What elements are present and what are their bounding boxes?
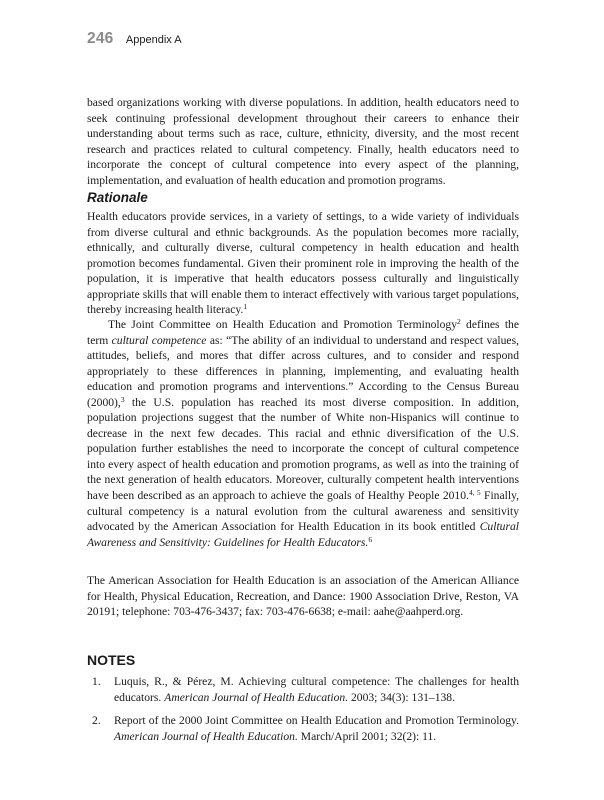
note-number: 2.	[92, 714, 101, 728]
footnote-ref: 2	[457, 317, 461, 326]
text-run: The Joint Committee on Health Education and Promotion Terminology	[108, 318, 458, 331]
paragraph-joint-committee	[87, 317, 519, 550]
paragraph-association: The American Association for Health Education is an association of the American Alliance for Health, Physical Education, Recreation, and Dance: 1900 Association Drive, Reston, VA 20191; telephone: 703-476-3437; fax: 703-476-6638; e-mail: aahe@aahperd.org.	[87, 574, 519, 619]
paragraph-rationale-text: Health educators provide services, in a variety of settings, to a wide variety of individuals from diverse cultural and ethnic backgrounds. As the population becomes more racially, ethnically, and culturally diverse, cultural competency in health education and health promotion becomes fundamental. Given their prominent role in improving the health of the population, it is imperative that health educators possess culturally and linguistically appropriate skills that will enable them to interact effectively with various target populations, thereby increasing health literacy.	[87, 210, 519, 317]
note-text: Luquis, R., & Pérez, M. Achieving cultural competence: The challenges for health educators.	[114, 675, 519, 704]
page-number: 246	[87, 30, 114, 47]
note-citation: 2003; 34(3): 131–138.	[348, 690, 456, 704]
note-journal: American Journal of Health Education.	[114, 729, 298, 743]
page-header	[87, 30, 182, 48]
note-journal: American Journal of Health Education.	[164, 690, 349, 704]
note-text: Report of the 2000 Joint Committee on Health Education and Promotion Terminology.	[114, 714, 519, 728]
italic-term: cultural competence	[111, 333, 207, 347]
footnote-ref: 3	[120, 394, 125, 404]
footnote-ref: 1	[243, 302, 248, 312]
running-head: Appendix A	[125, 34, 182, 46]
text-run: defines the term	[87, 318, 519, 347]
italic-book-title: Cultural Awareness and Sensitivity: Guidelines for Health Educators.	[87, 520, 519, 549]
note-citation: March/April 2001; 32(2): 11.	[297, 729, 437, 743]
footnote-ref: 4, 5	[468, 488, 481, 498]
paragraph-rationale	[87, 209, 519, 318]
note-number: 1.	[92, 675, 101, 688]
notes-list	[87, 674, 519, 752]
text-run: Finally, cultural competency is a natural evolution from the cultural awareness and sensitivity advocated by the American Association for Health Education in its book entitled	[87, 489, 520, 534]
section-heading-rationale: Rationale	[87, 190, 148, 205]
note-item	[87, 674, 519, 705]
note-item	[87, 713, 519, 744]
text-run: as: “The ability of an individual to understand and respect values, attitudes, beliefs, and mores that differ across cultures, and to consider and respond appropriately to these differences in planning, implementing, and evaluating health education and promotion programs and interventions.” According to the Census Bureau (2000),	[87, 333, 519, 409]
section-heading-notes: NOTES	[87, 652, 136, 668]
text-run: the U.S. population has reached its most diverse composition. In addition, population projections suggest that the number of White non-Hispanics will continue to decrease in the next few decades. This racial and ethnic diversification of the U.S. population further establishes the need to incorporate the concept of cultural competence into every aspect of health education and promotion programs, as well as into the training of the next generation of health educators. Moreover, culturally competent health interventions have been described as an approach to achieve the goals of Healthy People 2010.	[87, 395, 519, 503]
paragraph-intro: based organizations working with diverse populations. In addition, health educators need to seek continuing professional development throughout their careers to enhance their understanding about terms such as race, culture, ethnicity, diversity, and the most recent research and practices related to cultural competency. Finally, health educators need to incorporate the concept of cultural competence into every aspect of the planning, implementation, and evaluation of health education and promotion programs.	[87, 96, 519, 187]
footnote-ref: 6	[368, 534, 373, 544]
